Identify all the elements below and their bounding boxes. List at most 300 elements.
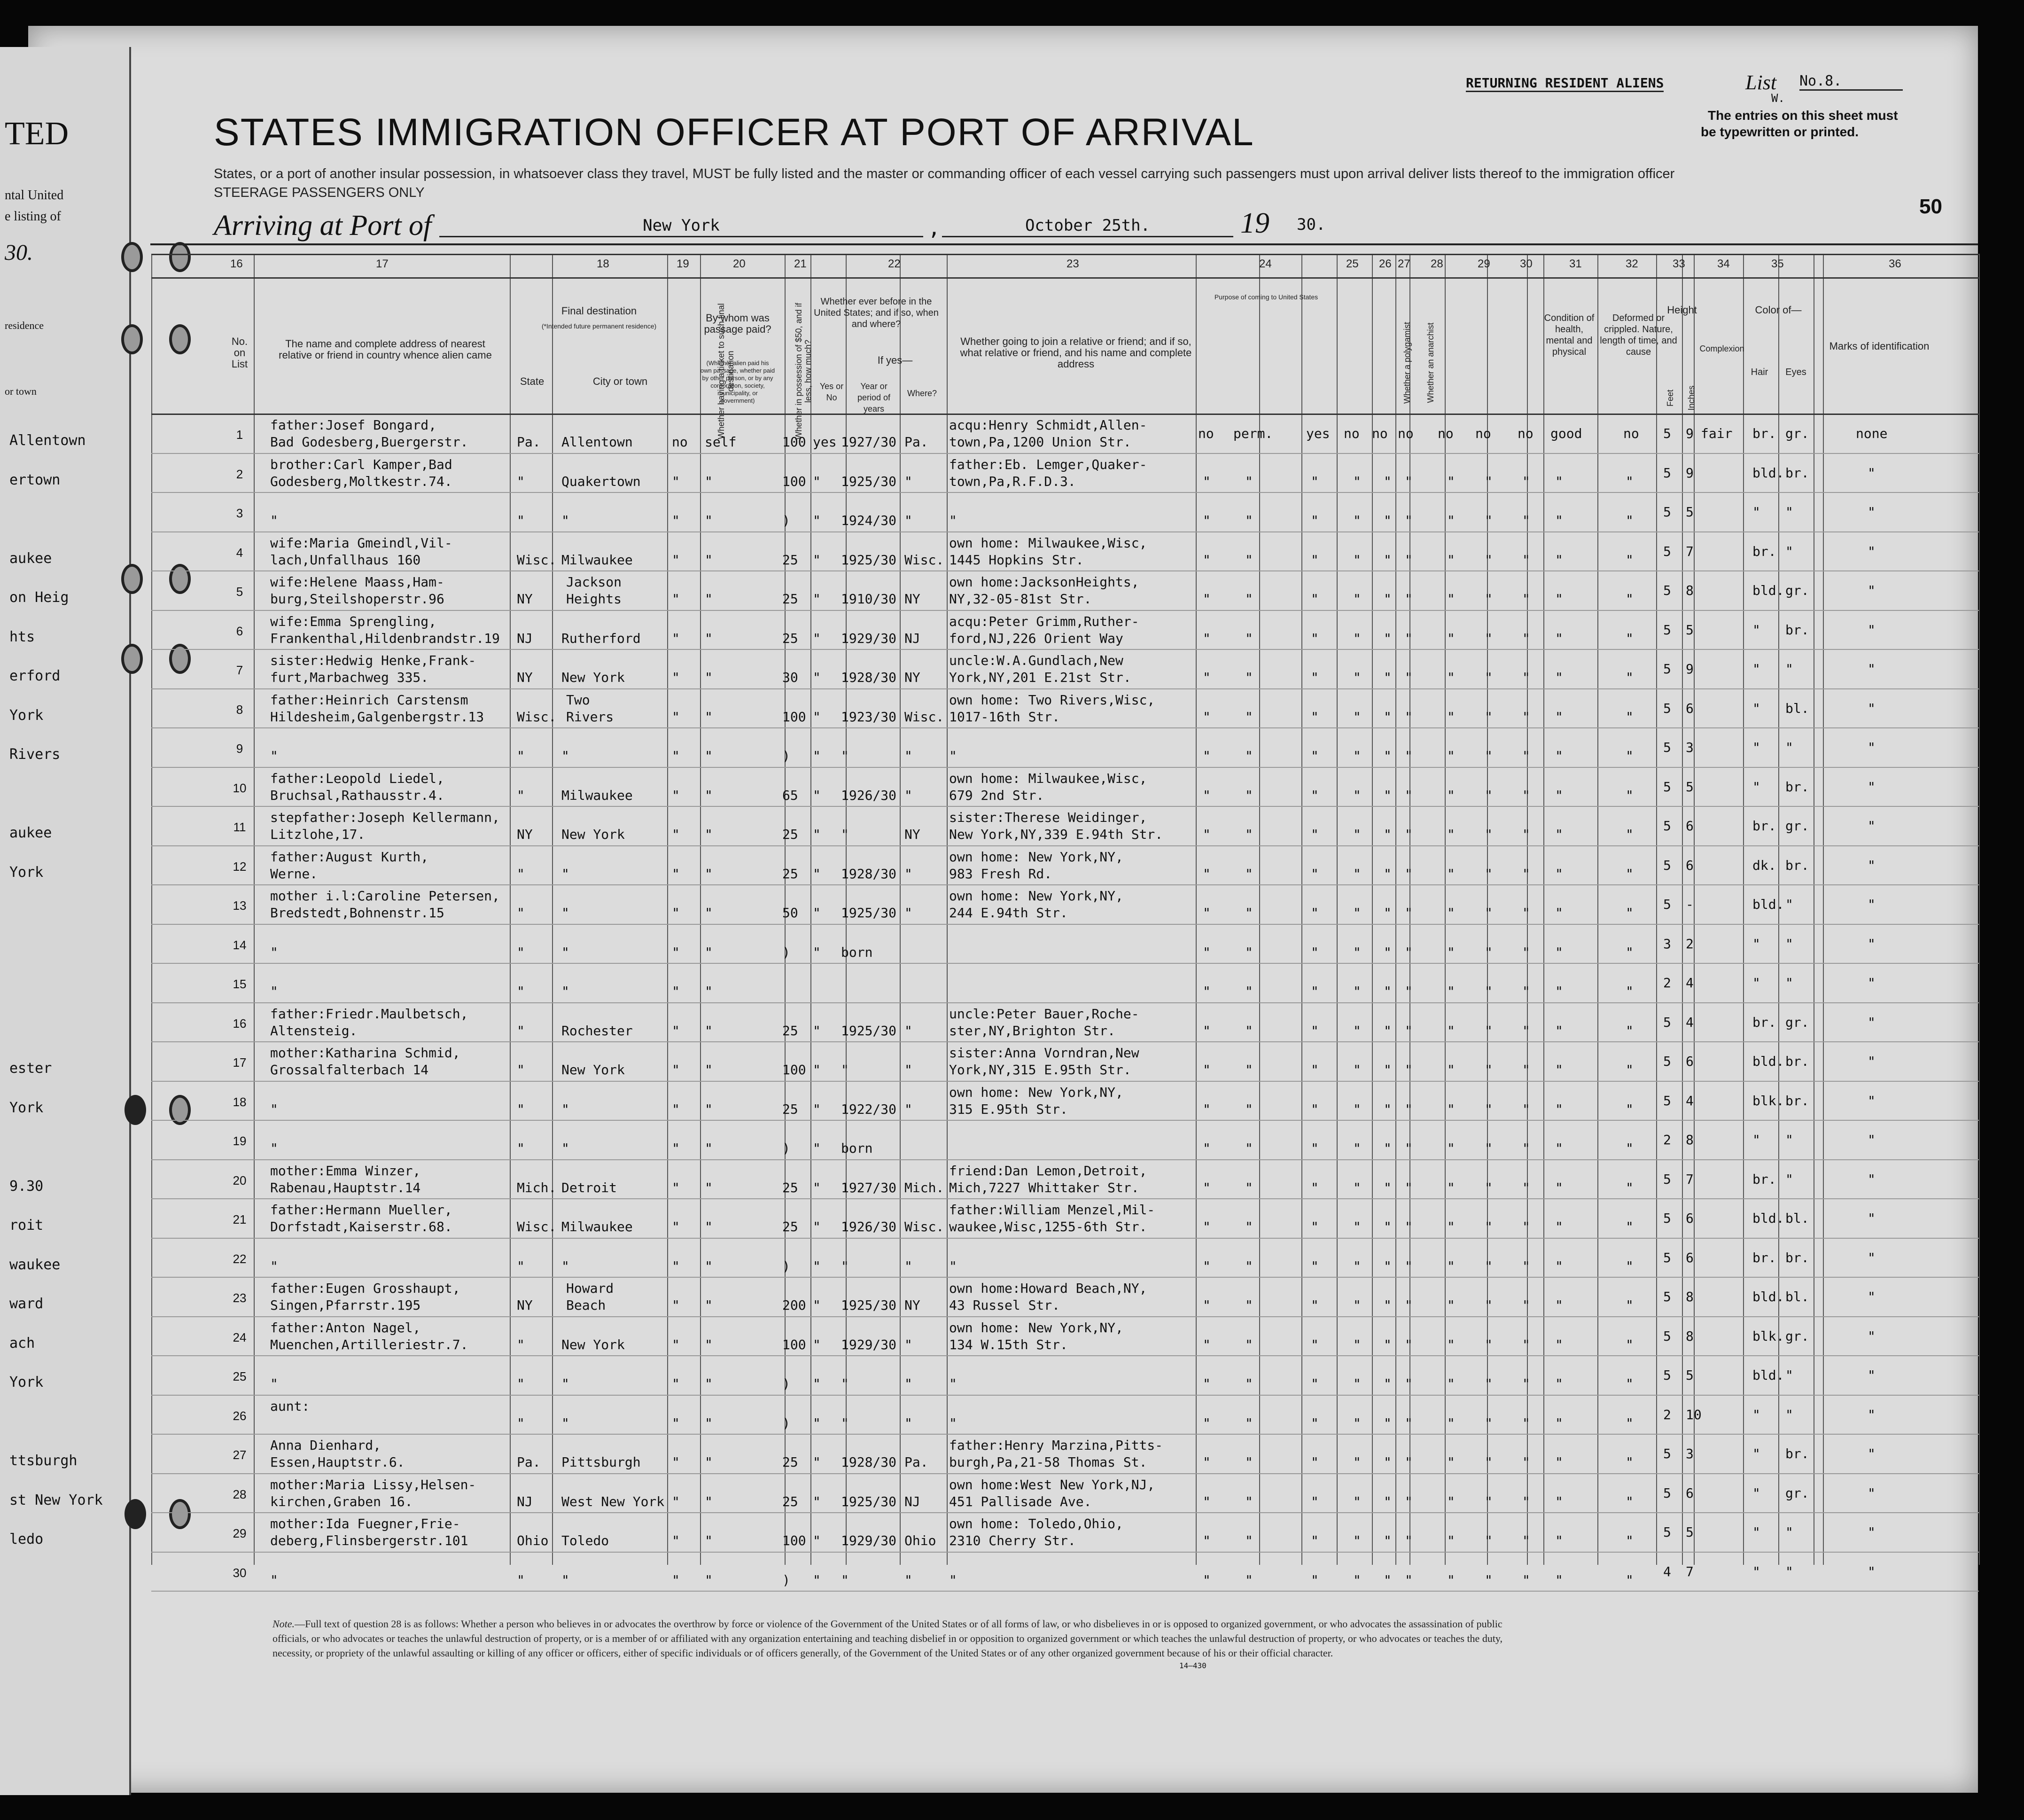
paid-by-value: " [705,1101,713,1117]
ditto-mark: " [1555,473,1563,489]
feet-header: Feet [1666,389,1675,407]
before-yes-no: " [813,1454,821,1470]
ditto-mark: " [1555,1023,1563,1039]
instruction-text: States, or a port of another insular possession, in whatsoever class they travel, MUST be fully listed and the master or commanding officer of each vessel carrying such passengers must upon arrival deliver lists thereof to the immigration officer [214,166,1675,181]
binder-hole [169,1499,191,1529]
before-yes-no: " [813,630,821,646]
before-where: Wisc. [904,552,944,568]
left-residence-fragment: ach [9,1335,35,1351]
ditto-mark: " [1555,1533,1563,1548]
grid-row-line [151,1081,1979,1082]
ditto-mark: " [1384,1062,1392,1078]
form-instruction [214,164,1674,202]
destination-city: " [561,1572,569,1588]
hair-color: bld. [1752,465,1784,481]
ditto-mark: " [1353,748,1361,764]
destination-state: NJ [517,1493,533,1509]
ticket-value: " [672,1023,680,1039]
ditto-mark: " [1447,1533,1455,1548]
ditto-mark: " [1405,630,1413,646]
joining-name: own home: Toledo,Ohio, [949,1516,1123,1531]
height-feet: 2 [1663,975,1671,991]
destination-city: " [561,905,569,921]
ditto-mark: " [1311,1219,1319,1234]
identification-marks: " [1868,465,1876,481]
binder-hole [121,644,143,674]
ditto-mark: " [1384,513,1392,528]
column-number: 28 [1431,258,1443,270]
ditto-mark: " [1522,1297,1530,1313]
eye-color: " [1785,1132,1793,1148]
ditto-mark: " [1405,1454,1413,1470]
paid-by-value: " [705,1493,713,1509]
grid-column-line [1337,254,1338,1565]
ditto-mark: " [1311,866,1319,882]
ditto-mark: " [1447,1493,1455,1509]
relative-address: " [270,1101,278,1117]
joining-name: father:Henry Marzina,Pitts- [949,1437,1163,1453]
left-residence-fragment: 9.30 [9,1178,44,1195]
ditto-mark: " [1203,827,1211,842]
hair-color: bld. [1752,1211,1784,1226]
relative-address: Hildesheim,Galgenbergstr.13 [270,709,484,725]
relative-address: Godesberg,Moltkestr.74. [270,473,452,489]
ditto-mark: " [1555,630,1563,646]
grid-row-line [151,924,1979,925]
ditto-mark: " [1405,1140,1413,1156]
identification-marks: " [1868,1367,1876,1383]
ditto-mark: " [1485,1101,1493,1117]
ditto-mark: " [1384,1336,1392,1352]
grid-row-line [151,1434,1979,1435]
health-value: good [1550,426,1582,441]
destination-state: NY [517,670,533,685]
joining-name: own home:JacksonHeights, [949,574,1139,590]
grid-row-line [151,727,1979,728]
hair-color: br. [1752,1250,1776,1265]
before-yes-no: " [813,552,821,568]
entries-note: The entries on this sheet must [1708,108,1898,123]
destination-state: " [517,1572,525,1588]
relative-address: Litzlohe,17. [270,827,366,842]
ditto-mark: " [1245,709,1253,725]
relative-address: " [270,748,278,764]
joining-address: " [949,748,957,764]
ditto-mark: " [1405,787,1413,803]
paid-by-value: " [705,1572,713,1588]
relative-address: Essen,Hauptstr.6. [270,1454,405,1470]
ditto-mark: " [1353,1101,1361,1117]
eye-color: br. [1785,1093,1809,1109]
ditto-mark: " [1311,827,1319,842]
before-where: " [904,473,912,489]
money-value: 25 [782,1179,798,1195]
ditto-mark: " [1203,748,1211,764]
ditto-mark: " [1203,513,1211,528]
grid-column-line [1682,254,1683,1565]
grid-row-line [151,1591,1979,1592]
before-year: " [841,827,849,842]
ditto-mark: " [1245,748,1253,764]
height-inches: 6 [1686,1054,1694,1069]
ditto-mark: " [1522,1101,1530,1117]
before-yes-no: " [813,905,821,921]
before-where: " [904,866,912,882]
ditto-mark: " [1203,1493,1211,1509]
height-inches: 9 [1686,661,1694,677]
eye-color: br. [1785,465,1809,481]
ditto-mark: " [1522,1219,1530,1234]
identification-marks: " [1868,622,1876,638]
height-inches: 8 [1686,1289,1694,1304]
destination-city: Toledo [561,1533,609,1548]
hair-color: " [1752,779,1760,795]
ditto-mark: " [1485,1179,1493,1195]
row-number: 20 [233,1173,247,1187]
ditto-mark: " [1311,1258,1319,1274]
destination-state: Pa. [517,434,541,450]
relative-name: wife:Emma Sprengling, [270,613,437,629]
left-residence-fragment: Allentown [9,432,86,449]
ditto-mark: " [1522,670,1530,685]
row-number: 27 [233,1448,247,1462]
purpose-header: Purpose of coming to United States [1214,293,1318,301]
height-feet: 5 [1663,1328,1671,1344]
identification-marks: " [1868,1171,1876,1187]
ditto-mark: " [1522,787,1530,803]
ditto-mark: " [1203,905,1211,921]
money-value: 50 [782,905,798,921]
form-title: STATES IMMIGRATION OFFICER AT PORT OF ARRIVAL [214,111,1254,154]
ditto-mark: " [1405,552,1413,568]
paid-by-value: " [705,827,713,842]
steerage-label: STEERAGE PASSENGERS ONLY [214,185,425,200]
ditto-mark: " [1245,866,1253,882]
eye-color: " [1785,661,1793,677]
by-whom-header: By whom was passage paid? [704,312,771,335]
height-inches: 8 [1686,583,1694,598]
identification-marks: " [1868,504,1876,520]
identification-marks: " [1868,1446,1876,1461]
ditto-mark: " [1447,748,1455,764]
ditto-mark: " [1353,1376,1361,1391]
money-value: 25 [782,827,798,842]
joining-address: town,Pa,1200 Union Str. [949,434,1131,450]
height-feet: 5 [1663,1446,1671,1461]
left-title-fragment: TED [5,116,69,152]
destination-city: Rutherford [561,630,641,646]
ditto-mark: " [1311,1454,1319,1470]
before-year: 1927/30 [841,434,897,450]
ditto-mark: " [1626,473,1634,489]
money-value: 65 [782,787,798,803]
ditto-mark: " [1447,787,1455,803]
grid-row-line [151,1355,1979,1356]
ticket-value: " [672,1533,680,1548]
grid-column-line [1979,254,1980,1565]
ditto-mark: " [1384,1219,1392,1234]
ditto-mark: " [1485,905,1493,921]
height-feet: 5 [1663,1367,1671,1383]
paid-by-value: " [705,944,713,960]
eye-color: br. [1785,1250,1809,1265]
ditto-mark: " [1522,905,1530,921]
ditto-mark: " [1245,905,1253,921]
left-residence-fragment: ertown [9,471,61,488]
note-label: Note. [272,1618,295,1630]
ditto-mark: " [1311,905,1319,921]
relative-name: mother:Maria Lissy,Helsen- [270,1476,476,1492]
ditto-mark: " [1384,1415,1392,1431]
joining-address: ster,NY,Brighton Str. [949,1023,1116,1039]
height-feet: 5 [1663,897,1671,912]
identification-marks: " [1868,700,1876,716]
ditto-mark: " [1311,944,1319,960]
relative-address: " [270,984,278,999]
identification-marks: " [1868,975,1876,991]
ditto-mark: " [1447,1023,1455,1039]
relative-address: " [270,1572,278,1588]
ditto-mark: " [1311,1376,1319,1391]
left-residence-fragment: hts [9,628,35,645]
ditto-mark: " [1447,473,1455,489]
list-label: List [1745,71,1777,94]
ditto-mark: " [1522,473,1530,489]
ditto-mark: " [1311,1297,1319,1313]
before-where: NY [904,827,920,842]
height-inches: 7 [1686,1171,1694,1187]
relative-name: stepfather:Joseph Kellermann, [270,810,500,825]
money-value: 25 [782,630,798,646]
left-residence-fragment: aukee [9,825,52,841]
destination-city: Howard [566,1281,614,1296]
ditto-mark: " [1626,1062,1634,1078]
height-feet: 5 [1663,1171,1671,1187]
row-number: 6 [236,624,243,638]
grid-column-line [1259,254,1260,1565]
before-where: " [904,905,912,921]
relative-address: " [270,513,278,528]
ditto-mark: " [1447,513,1455,528]
row-number: 21 [233,1212,247,1226]
ditto-mark: " [1405,944,1413,960]
joining-address: " [949,1572,957,1588]
grid-row-line [151,649,1979,650]
destination-city: New York [561,670,625,685]
paid-by-value: " [705,591,713,607]
relative-name: father:Josef Bongard, [270,417,437,433]
identification-marks: " [1868,583,1876,598]
eye-color: " [1785,1171,1793,1187]
before-year: 1925/30 [841,1297,897,1313]
row-number: 1 [236,428,243,442]
paid-by-value: " [705,1415,713,1431]
ticket-value: " [672,1454,680,1470]
hair-color: bld. [1752,583,1784,598]
ditto-mark: " [1353,1533,1361,1548]
ditto-mark: " [1626,1297,1634,1313]
grid-column-line [947,254,948,1565]
ditto-mark: " [1384,787,1392,803]
anarchist-header: Whether an anarchist [1426,322,1435,403]
ditto-mark: " [1384,1101,1392,1117]
joining-address: town,Pa,R.F.D.3. [949,473,1076,489]
joining-address: " [949,1376,957,1391]
ditto-mark: " [1485,1454,1493,1470]
grid-row-line [151,1041,1979,1042]
money-value: 100 [782,709,806,725]
ditto-mark: " [1405,905,1413,921]
grid-row-line [151,767,1979,768]
ditto-mark: " [1405,1415,1413,1431]
relative-address: Bredstedt,Bohnenstr.15 [270,905,444,921]
ditto-mark: " [1447,670,1455,685]
height-inches: 4 [1686,1014,1694,1030]
before-yes-no: " [813,1023,821,1039]
ditto-mark: " [1555,1219,1563,1234]
ditto-mark: " [1522,944,1530,960]
ditto-mark: " [1522,709,1530,725]
relative-name: aunt: [270,1398,310,1414]
ditto-mark: " [1522,1533,1530,1548]
eye-color: " [1785,936,1793,952]
height-feet: 5 [1663,779,1671,795]
ditto-mark: " [1522,513,1530,528]
grid-row-line [151,1159,1979,1160]
ditto-mark: " [1384,1297,1392,1313]
joining-name: acqu:Henry Schmidt,Allen- [949,417,1147,433]
before-yes-no: " [813,787,821,803]
hair-color: blk. [1752,1328,1784,1344]
destination-state: Wisc. [517,1219,557,1234]
destination-city: Allentown [561,434,633,450]
paid-by-value: " [705,709,713,725]
hair-color: br. [1752,818,1776,834]
destination-city: " [561,1415,569,1431]
ticket-value: " [672,670,680,685]
before-where: " [904,1023,912,1039]
hair-color: bld. [1752,1367,1784,1383]
paid-by-value: " [705,984,713,999]
row-number: 24 [233,1330,247,1344]
identification-marks: " [1868,1250,1876,1265]
grid-row-line [151,453,1979,454]
eye-color: bl. [1785,1211,1809,1226]
hair-color: br. [1752,1014,1776,1030]
joining-address: 315 E.95th Str. [949,1101,1068,1117]
ditto-mark: " [1245,1533,1253,1548]
ticket-value: " [672,944,680,960]
ditto-mark: " [1353,1258,1361,1274]
ditto-mark: " [1311,709,1319,725]
money-value: 100 [782,1062,806,1078]
before-header: Whether ever before in the United States; and if so, when and where? [814,297,939,329]
destination-city: " [561,1258,569,1274]
joining-name: own home: New York,NY, [949,849,1123,865]
ditto-mark: " [1447,827,1455,842]
ditto-mark: " [1245,1179,1253,1195]
money-value: 25 [782,591,798,607]
deformed-value: no [1623,426,1639,441]
destination-city: " [561,984,569,999]
hair-color: bld. [1752,1289,1784,1304]
destination-state: " [517,1258,525,1274]
ditto-mark: " [1485,552,1493,568]
destination-state: " [517,513,525,528]
ditto-mark: " [1245,513,1253,528]
destination-state: " [517,473,525,489]
ditto-mark: " [1245,1454,1253,1470]
ditto-mark: " [1447,1062,1455,1078]
ditto-mark: " [1447,1572,1455,1588]
grid-row-line [151,1512,1979,1513]
destination-city: Milwaukee [561,787,633,803]
color-header: Color of— [1755,304,1802,316]
relative-address: lach,Unfallhaus 160 [270,552,421,568]
ditto-mark: " [1555,827,1563,842]
identification-marks: " [1868,1485,1876,1501]
ditto-mark: " [1353,709,1361,725]
joining-name: sister:Therese Weidinger, [949,810,1147,825]
ditto-mark: " [1311,787,1319,803]
column-number: 18 [597,258,609,270]
ditto-mark: " [1485,709,1493,725]
ditto-mark: " [1245,1023,1253,1039]
binder-hole [121,564,143,594]
paid-by-value: " [705,905,713,921]
ditto-mark: " [1522,1454,1530,1470]
ditto-mark: " [1555,905,1563,921]
ditto-mark: " [1626,1336,1634,1352]
ditto-mark: " [1485,1493,1493,1509]
relative-name: mother i.l:Caroline Petersen, [270,888,500,904]
ditto-mark: " [1311,984,1319,999]
ditto-mark: " [1311,1101,1319,1117]
destination-state: " [517,1336,525,1352]
ditto-mark: " [1626,787,1634,803]
before-where: " [904,748,912,764]
ditto-mark: " [1384,1023,1392,1039]
height-inches: 7 [1686,543,1694,559]
ticket-value: " [672,1336,680,1352]
left-page-fragment [0,47,131,1795]
hair-color: " [1752,1406,1760,1422]
joining-name: own home: New York,NY, [949,1320,1123,1336]
ditto-mark: " [1555,513,1563,528]
ditto-mark: " [1555,1415,1563,1431]
money-value: ) [782,1376,790,1391]
final-destination-note: (*Intended future permanent residence) [541,322,657,330]
ditto-mark: " [1485,1336,1493,1352]
destination-state: Mich. [517,1179,557,1195]
row-number: 28 [233,1487,247,1501]
money-value: 25 [782,1454,798,1470]
ditto-mark: " [1555,1572,1563,1588]
ditto-mark: " [1353,552,1361,568]
ditto-mark: " [1203,984,1211,999]
grid-column-line [1823,254,1824,1565]
money-value: ) [782,1415,790,1431]
height-feet: 5 [1663,504,1671,520]
money-value: 25 [782,1023,798,1039]
grid-row-line [151,492,1979,493]
ditto-mark: " [1203,630,1211,646]
row-number: 3 [236,506,243,520]
ditto-mark: " [1384,866,1392,882]
grid-header-line [151,414,1979,415]
grid-column-line [1694,254,1695,1565]
ticket-value: " [672,591,680,607]
